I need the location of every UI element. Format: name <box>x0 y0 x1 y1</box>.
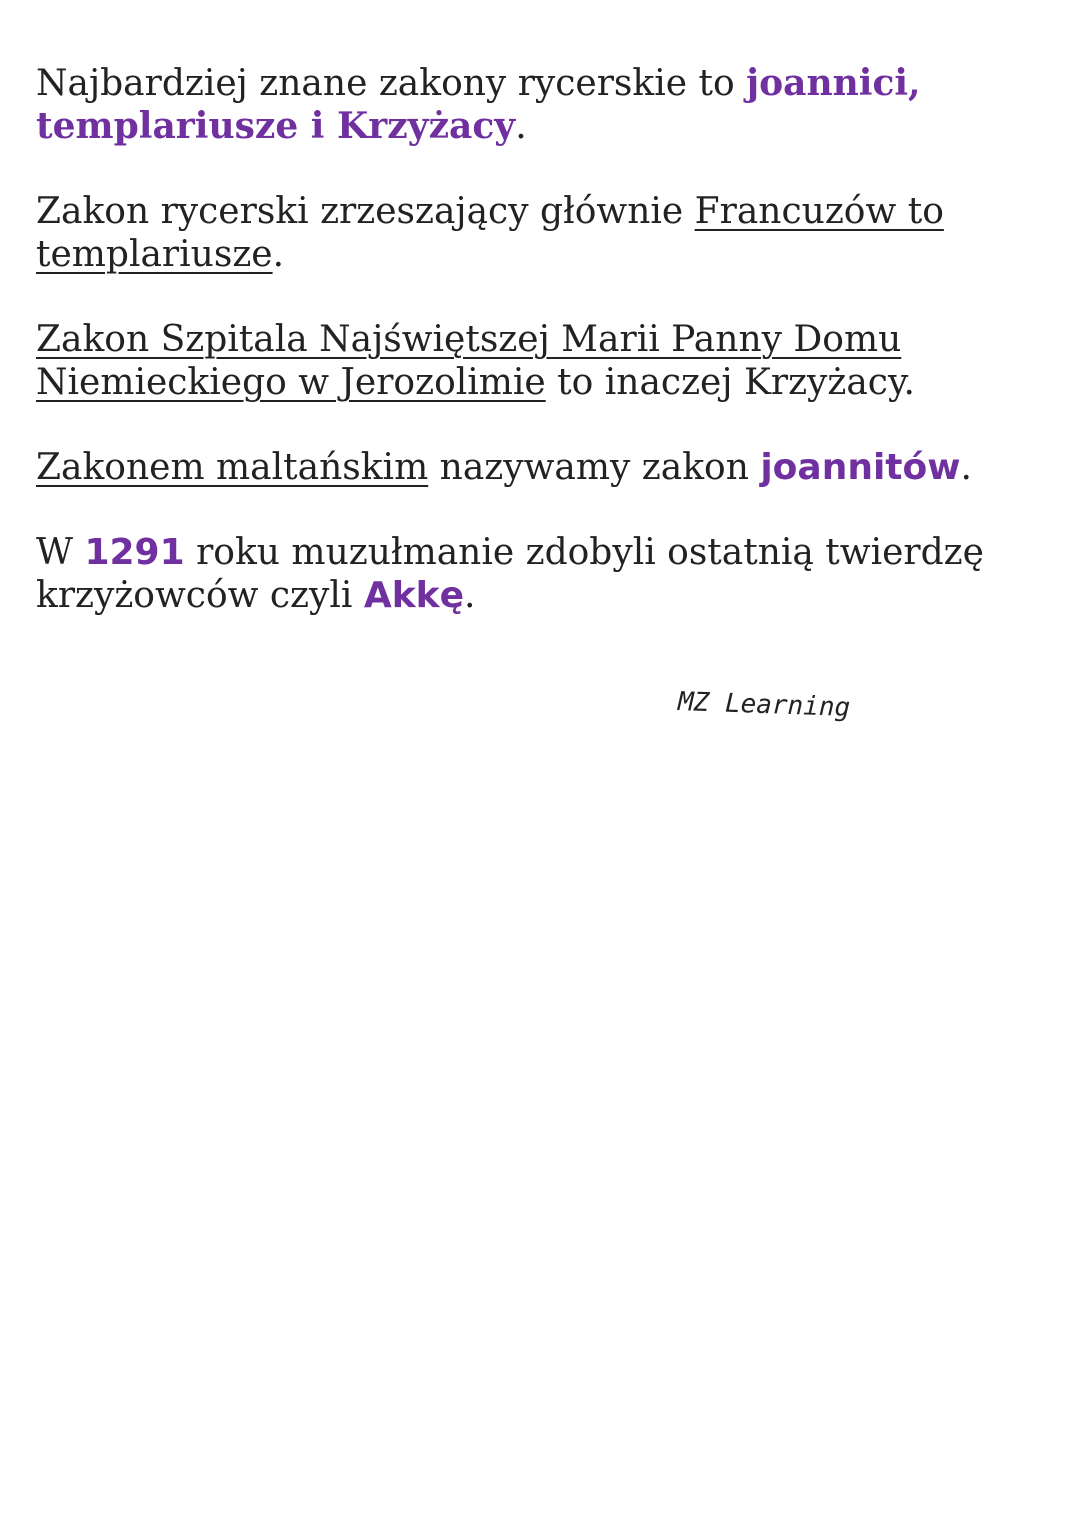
text-segment: Zakon rycerski zrzeszający głównie <box>36 191 695 232</box>
underline-zakonem-maltanskim: Zakonem maltańskim <box>36 447 429 488</box>
text-segment: . <box>960 447 972 488</box>
paragraph-maltese-order <box>36 446 1036 489</box>
paragraph-well-known-orders <box>36 62 1036 148</box>
text-segment: Najbardziej znane zakony rycerskie to <box>36 63 747 104</box>
text-segment: W <box>36 532 85 573</box>
text-segment: . <box>515 106 527 147</box>
text-segment: . <box>272 234 285 275</box>
underline-zakon-szpitala: Zakon Szpitala Najświętszej Marii Panny Domu Niemieckiego w Jerozolimie <box>36 319 902 403</box>
highlight-akke: Akkę <box>363 575 464 616</box>
highlight-joannitow: joannitów <box>760 447 961 488</box>
highlight-templariusze-krzyzacy: templariusze i Krzyżacy <box>36 105 516 147</box>
paragraph-french-order <box>36 190 1036 276</box>
text-segment: . <box>464 575 476 616</box>
paragraph-akka-1291 <box>36 531 1036 617</box>
text-segment: roku muzułmanie zdobyli ostatnią twierdzę krzyżowców czyli <box>36 532 984 616</box>
underline-francuzow-templariusze: Francuzów to templariusze <box>36 191 944 275</box>
text-segment: nazywamy zakon <box>428 447 761 488</box>
highlight-year-1291: 1291 <box>84 532 185 573</box>
signature-mz-learning: MZ Learning <box>677 687 851 723</box>
document-body <box>36 62 1036 659</box>
highlight-joannici: joannici, <box>746 62 921 104</box>
paragraph-teutonic-order <box>36 318 1036 404</box>
text-segment: to inaczej Krzyżacy. <box>545 362 915 403</box>
